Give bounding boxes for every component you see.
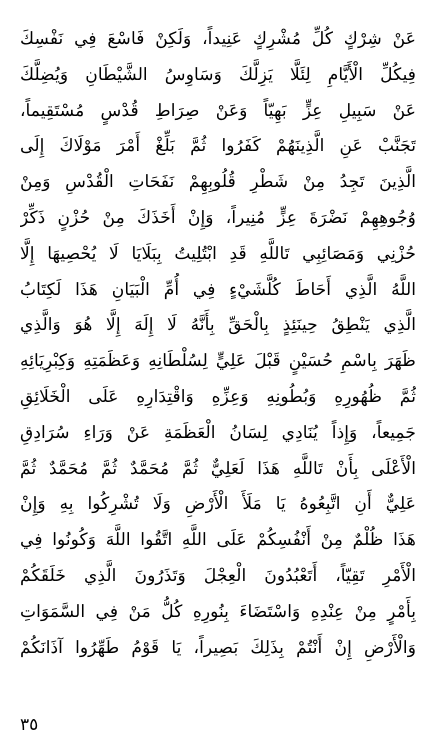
text-line: الَّذِي يَنْطِقُ حِينَئِذٍ بِالْحَقِّ بِأَنَّهُ لَا إِلَهَ إِلَّا هُوَ وَالَّذِي bbox=[20, 315, 416, 336]
text-line: الْأَعْلَى بِأَنْ تَاللَّهِ هَذَا لَعَلِيٌّ ثُمَّ مُحَمَّدٌ ثُمَّ مُحَمَّدٌ ثُمَّ bbox=[20, 458, 416, 479]
text-line: عَنْ شِرْكٍ كُلِّ مُشْرِكٍ عَنِيداً، وَلَكِنْ فَاسْعَ فِي نَفْسِكَ bbox=[20, 29, 416, 49]
text-line: وَالْأَرْضِ إِنْ أَنْتُمْ بِذَلِكَ بَصِيراً، يَا قَوْمُ طَهِّرُوا آذَانَكُمْ bbox=[20, 637, 416, 658]
text-line: فِيكُلِّ الْأَيَّامِ لِئَلَّا يَزِلَّكَ وَسَاوِسُ الشَّيْطَانِ وَيُضِلَّكَ bbox=[20, 64, 416, 85]
text-line: بِأَمْرٍ مِنْ عِنْدِهِ وَاسْتَضَاءَ بِنُورِهِ كُلُّ مَنْ فِي السَّمَوَاتِ bbox=[20, 601, 416, 622]
body-text bbox=[20, 22, 416, 666]
text-line: الَّذِينَ تَجِدُ مِنْ شَطْرِ قُلُوبِهِمْ نَفَحَاتِ الْقُدْسِ وَمِنْ bbox=[20, 172, 416, 193]
text-line: جَمِيعاً، وَإِذاً يُنَادِي لِسَانُ الْعَظَمَةِ عَنْ وَرَاءِ سُرَادِقِ bbox=[20, 422, 416, 443]
text-line: هَذَا ظُلْمٌ مِنْ أَنْفُسِكُمْ عَلَى اللَّهِ اتَّقُوا اللَّهَ وَكُونُوا فِي bbox=[20, 530, 416, 551]
text-line: ثُمَّ ظُهُورِهِ وَبُطُونِهِ وَعِزِّهِ وَاقْتِدَارِهِ عَلَى الْخَلَائِقِ bbox=[20, 386, 416, 407]
text-line: وُجُوهِهِمْ نَضْرَةَ عِزٍّ مُنِيراً، وَإِنْ أَخَذَكَ مِنْ حُزْنٍ ذَكِّرْ bbox=[20, 207, 416, 228]
text-line: الْأَمْرِ تَقِيّاً، أَتَعْبُدُونَ الْعِجْلَ وَتَذَرُونَ الَّذِي خَلَقَكُمْ bbox=[20, 565, 416, 586]
text-line: عَنْ سَبِيلِ عِزٍّ بَهِيّاً وَعَنْ صِرَاطِ قُدْسٍ مُسْتَقِيماً، bbox=[20, 100, 416, 121]
text-line: اللَّهُ الَّذِي أَحَاطَ كُلَّشَيْءٍ فِي أُمِّ الْبَيَانِ هَذَا لَكِتَابُ bbox=[20, 279, 416, 300]
text-line: تَجَنَّبْ عَنِ الَّذِينَهُمْ كَفَرُوا ثُمَّ بَلِّغْ أَمْرَ مَوْلَاكَ إِلَى bbox=[20, 136, 416, 157]
text-line: عَلِيٌّ أَنِ اتَّبِعُوهُ يَا مَلَأَ الْأَرْضِ وَلَا تُشْرِكُوا بِهِ وَإِنْ bbox=[20, 494, 416, 515]
text-line: ظَهَرَ بِاسْمِ حُسَيْنٍ قَبْلَ عَلِيٍّ لِسُلْطَانِهِ وَعَظَمَتِهِ وَكِبْرِيَائِهِ bbox=[20, 351, 416, 372]
page-number: ٣٥ bbox=[20, 715, 39, 735]
text-line: حُزْنِي وَمَصَائِبِي تَاللَّهِ قَدِ ابْتُلِيتُ بِبَلَايَا لَا يُحْصِيهَا إِلَّا bbox=[20, 243, 416, 264]
